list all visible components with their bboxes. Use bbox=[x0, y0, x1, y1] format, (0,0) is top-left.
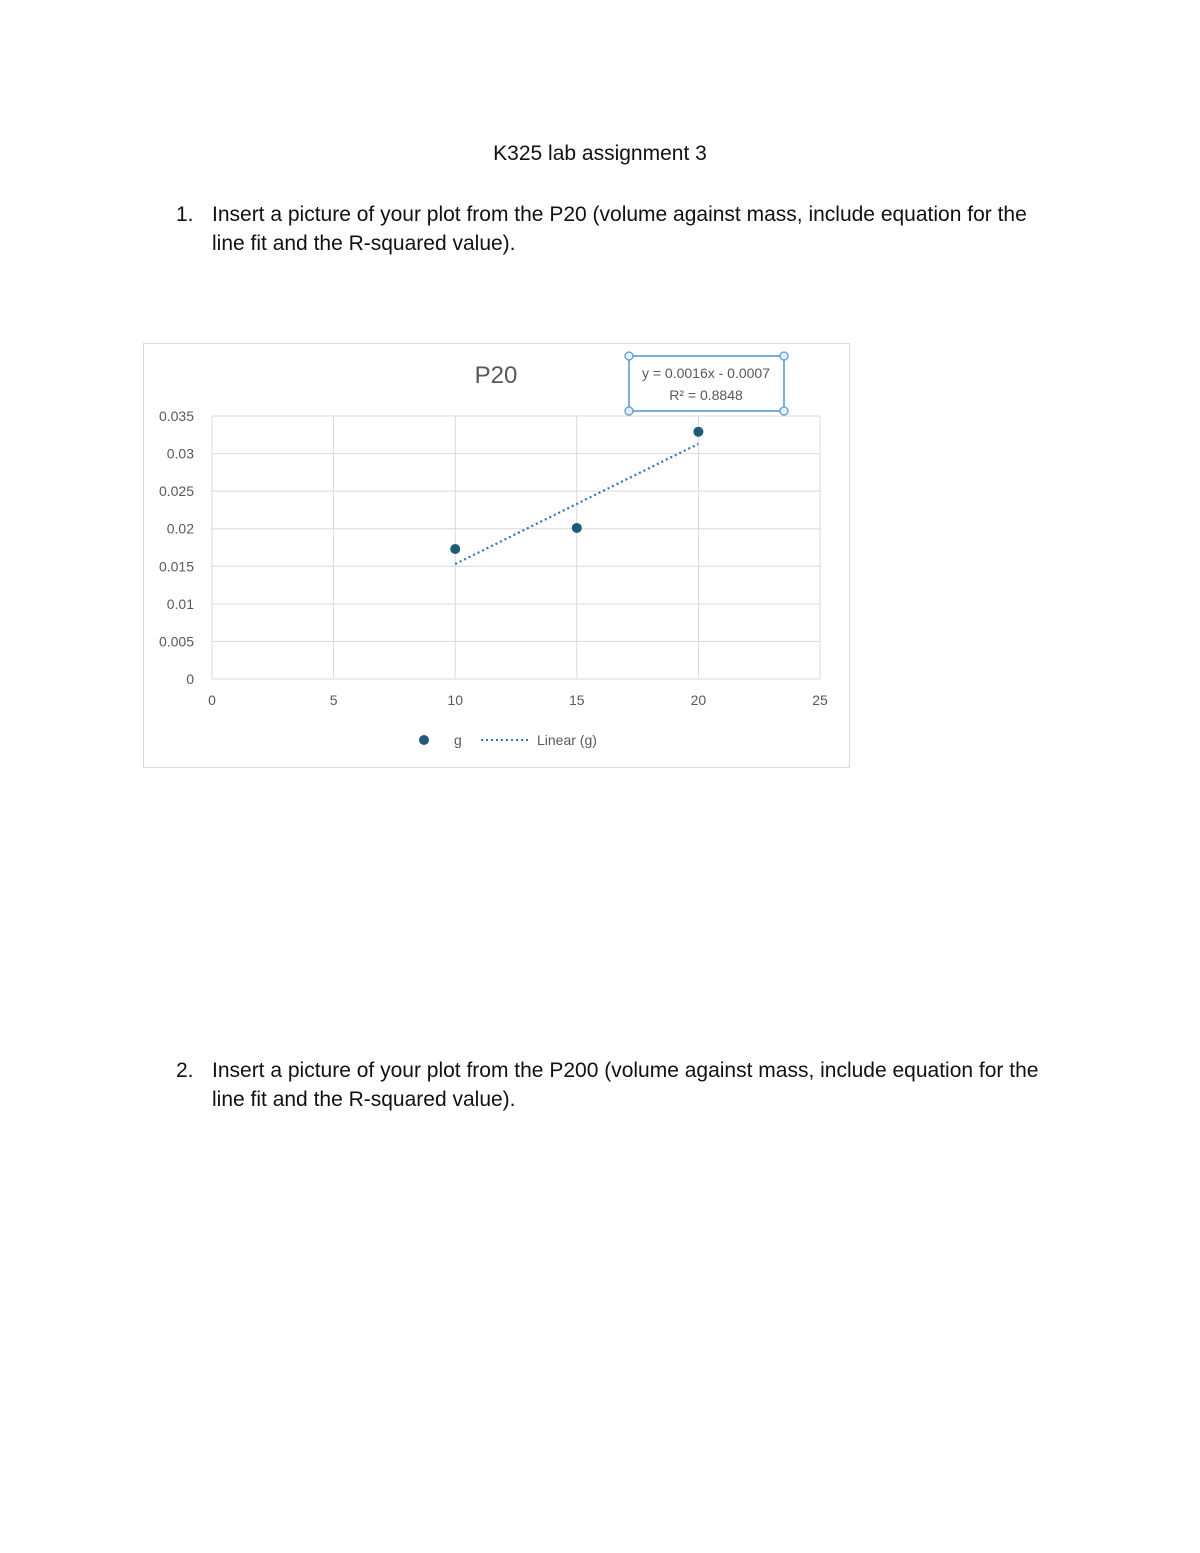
p20-chart-svg bbox=[144, 344, 851, 769]
y-tick-label: 0.03 bbox=[166, 445, 194, 462]
x-tick-label: 5 bbox=[329, 692, 338, 708]
y-tick-label: 0.005 bbox=[158, 633, 194, 650]
p20-chart[interactable] bbox=[143, 343, 850, 768]
y-tick-label: 0.02 bbox=[166, 520, 194, 537]
resize-handle-top-left[interactable] bbox=[625, 352, 633, 360]
y-tick-label: 0.025 bbox=[158, 483, 194, 500]
question-1-text: Insert a picture of your plot from the P20 (volume against mass, include equation for the line fit and the R-squared value). bbox=[212, 203, 1027, 255]
legend-label-linear: Linear (g) bbox=[537, 732, 597, 748]
y-tick-label: 0.035 bbox=[158, 408, 194, 424]
document-title: K325 lab assignment 3 bbox=[493, 142, 707, 165]
x-tick-label: 25 bbox=[812, 692, 828, 708]
trendline-label-box[interactable] bbox=[625, 352, 788, 415]
data-point bbox=[693, 427, 703, 437]
chart-title: P20 bbox=[474, 362, 518, 389]
trendline-equation: y = 0.0016x - 0.0007 bbox=[641, 365, 771, 381]
legend-marker-g bbox=[419, 735, 429, 745]
x-tick-label: 10 bbox=[447, 692, 463, 708]
trendline-r-squared: R² = 0.8848 bbox=[669, 387, 743, 403]
question-2-text: Insert a picture of your plot from the P200 (volume against mass, include equation for the line fit and the R-squared value). bbox=[212, 1059, 1039, 1111]
question-1-number: 1. bbox=[176, 203, 194, 226]
y-tick-label: 0 bbox=[186, 671, 194, 687]
x-tick-label: 15 bbox=[569, 692, 585, 708]
x-tick-label: 0 bbox=[208, 692, 216, 708]
resize-handle-bottom-right[interactable] bbox=[780, 407, 788, 415]
x-tick-label: 20 bbox=[690, 692, 707, 708]
data-point bbox=[450, 544, 460, 554]
resize-handle-bottom-left[interactable] bbox=[625, 407, 633, 415]
chart-legend bbox=[419, 732, 597, 748]
y-tick-label: 0.015 bbox=[158, 558, 194, 575]
resize-handle-top-right[interactable] bbox=[780, 352, 788, 360]
y-tick-label: 0.01 bbox=[166, 595, 194, 612]
data-point bbox=[572, 523, 582, 533]
question-2-number: 2. bbox=[176, 1059, 194, 1082]
legend-label-g: g bbox=[454, 732, 462, 748]
